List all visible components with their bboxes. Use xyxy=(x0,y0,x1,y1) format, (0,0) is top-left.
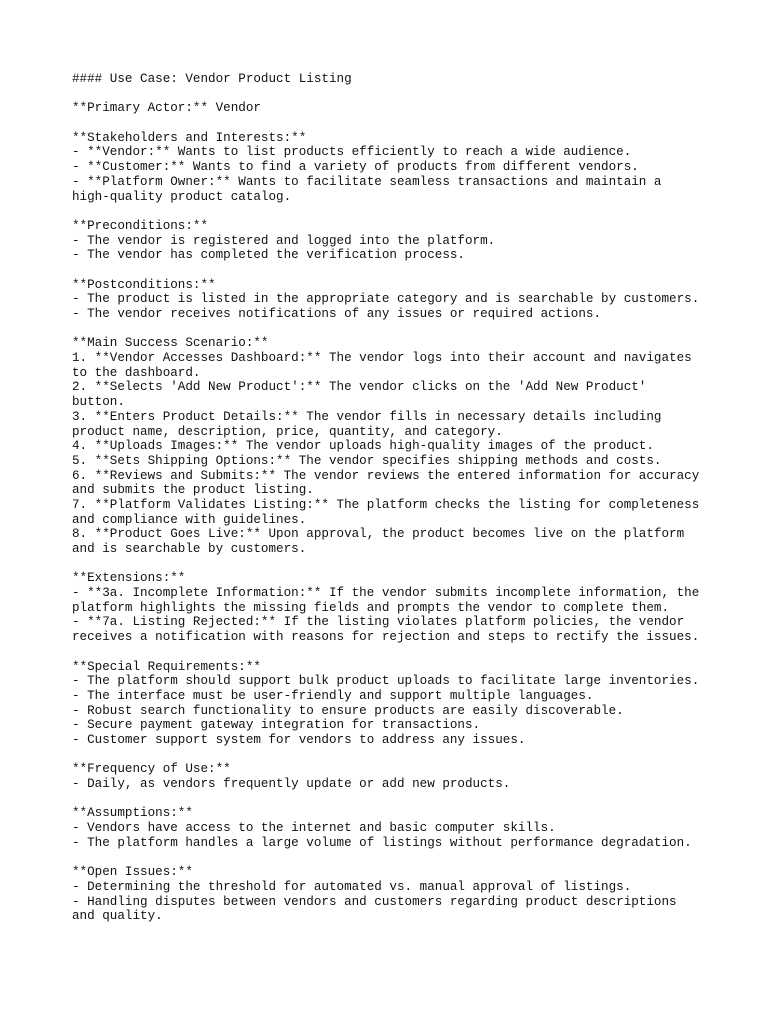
section-heading: **Special Requirements:** xyxy=(72,659,261,674)
blank-line xyxy=(72,792,722,807)
numbered-step: 2. **Selects 'Add New Product':** The vendor clicks on the 'Add New Product' xyxy=(72,380,647,395)
document-title: #### Use Case: Vendor Product Listing xyxy=(72,72,352,86)
bullet-item: - Customer support system for vendors to address any issues. xyxy=(72,732,526,747)
document-page xyxy=(72,72,722,924)
bullet-item: - The platform should support bulk product uploads to facilitate large inventories. xyxy=(72,674,700,689)
bullet-item: - Secure payment gateway integration for transactions. xyxy=(72,718,481,733)
bullet-item: - **Customer:** Wants to find a variety of products from different vendors. xyxy=(72,160,639,175)
bullet-item: - Vendors have access to the internet and basic computer skills. xyxy=(72,821,556,836)
section-heading: **Open Issues:** xyxy=(72,865,193,880)
text-line: and submits the product listing. xyxy=(72,483,314,498)
bullet-item: - **3a. Incomplete Information:** If the vendor submits incomplete information, the xyxy=(72,586,700,601)
blank-line xyxy=(72,850,722,865)
numbered-step: 8. **Product Goes Live:** Upon approval, the product becomes live on the platform xyxy=(72,527,685,542)
numbered-step: 6. **Reviews and Submits:** The vendor reviews the entered information for accuracy xyxy=(72,468,700,483)
bullet-item: - **Vendor:** Wants to list products efficiently to reach a wide audience. xyxy=(72,145,632,160)
text-line: and is searchable by customers. xyxy=(72,542,307,556)
bullet-item: - The product is listed in the appropriate category and is searchable by customers. xyxy=(72,292,700,307)
numbered-step: 5. **Sets Shipping Options:** The vendor specifies shipping methods and costs. xyxy=(72,453,662,468)
bullet-item: - The vendor receives notifications of any issues or required actions. xyxy=(72,307,602,321)
text-line: product name, description, price, quantity, and category. xyxy=(72,424,503,439)
bullet-item: - The vendor is registered and logged into the platform. xyxy=(72,233,496,248)
blank-line xyxy=(72,645,722,660)
text-line: and compliance with guidelines. xyxy=(72,512,307,527)
bullet-item: - **Platform Owner:** Wants to facilitate seamless transactions and maintain a xyxy=(72,174,662,189)
text-line: high-quality product catalog. xyxy=(72,189,292,204)
text-line: platform highlights the missing fields and prompts the vendor to complete them. xyxy=(72,600,670,615)
numbered-step: 3. **Enters Product Details:** The vendor fills in necessary details including xyxy=(72,409,662,424)
text-line: receives a notification with reasons for rejection and steps to rectify the issues. xyxy=(72,630,700,645)
blank-line xyxy=(72,748,722,763)
bullet-item: - Daily, as vendors frequently update or add new products. xyxy=(72,777,511,791)
text-line: and quality. xyxy=(72,909,163,924)
bullet-item: - Robust search functionality to ensure products are easily discoverable. xyxy=(72,703,624,718)
section-heading: **Postconditions:** xyxy=(72,277,216,292)
blank-line xyxy=(72,557,722,572)
blank-line xyxy=(72,204,722,219)
section-heading: **Frequency of Use:** xyxy=(72,762,231,777)
bullet-item: - **7a. Listing Rejected:** If the listing violates platform policies, the vendor xyxy=(72,615,685,630)
blank-line xyxy=(72,116,722,131)
text-line: to the dashboard. xyxy=(72,365,201,380)
section-heading: **Assumptions:** xyxy=(72,806,193,821)
blank-line xyxy=(72,87,722,102)
text-line: **Primary Actor:** Vendor xyxy=(72,101,261,116)
blank-line xyxy=(72,322,722,337)
numbered-step: 7. **Platform Validates Listing:** The platform checks the listing for completeness xyxy=(72,497,700,512)
blank-line xyxy=(72,263,722,278)
bullet-item: - The vendor has completed the verification process. xyxy=(72,248,465,263)
bullet-item: - Determining the threshold for automated vs. manual approval of listings. xyxy=(72,879,632,894)
bullet-item: - The platform handles a large volume of listings without performance degradation. xyxy=(72,835,692,850)
bullet-item: - Handling disputes between vendors and customers regarding product descriptions xyxy=(72,894,677,909)
bullet-item: - The interface must be user-friendly and support multiple languages. xyxy=(72,688,594,703)
section-heading: **Preconditions:** xyxy=(72,218,209,233)
text-line: button. xyxy=(72,395,125,410)
section-heading: **Stakeholders and Interests:** xyxy=(72,130,307,145)
section-heading: **Extensions:** xyxy=(72,571,186,586)
numbered-step: 1. **Vendor Accesses Dashboard:** The vendor logs into their account and navigates xyxy=(72,351,692,366)
section-heading: **Main Success Scenario:** xyxy=(72,336,269,351)
numbered-step: 4. **Uploads Images:** The vendor uploads high-quality images of the product. xyxy=(72,439,654,454)
